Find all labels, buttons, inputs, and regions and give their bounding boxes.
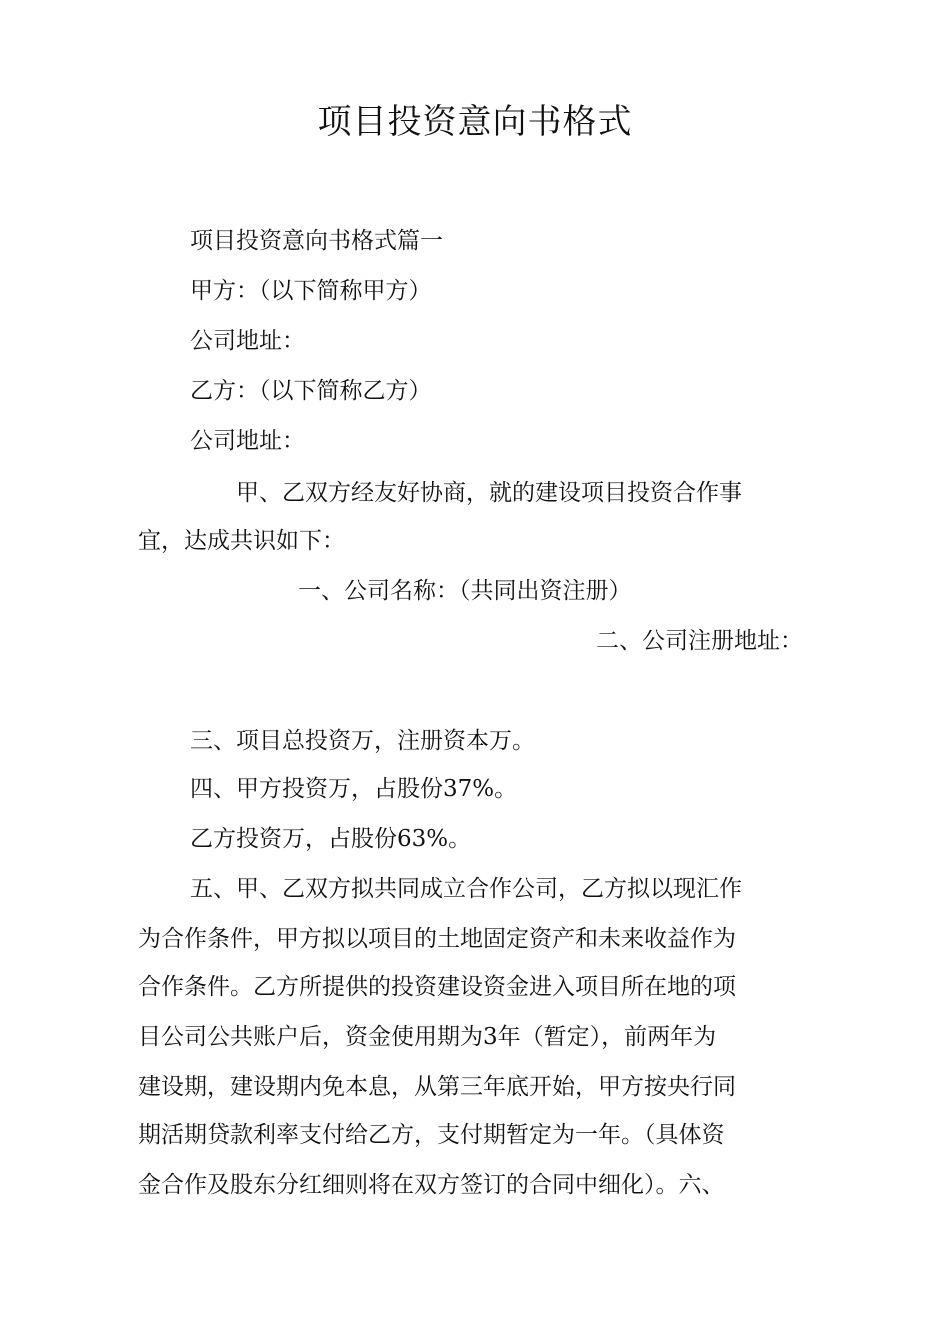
party-b-address-line: 公司地址： [190, 428, 305, 454]
clause-5-line: 建设期，建设期内免本息，从第三年底开始，甲方按央行同 [138, 1074, 736, 1100]
intro-paragraph-line-2: 宜，达成共识如下： [138, 528, 345, 554]
party-b-line: 乙方：（以下简称乙方） [190, 378, 432, 404]
clause-4-party-b-share: 乙方投资万，占股份63%。 [190, 826, 472, 852]
party-a-line: 甲方：（以下简称甲方） [190, 278, 432, 304]
clause-4-party-a-share: 四、甲方投资万，占股份37%。 [190, 776, 518, 802]
clause-3-total-investment: 三、项目总投资万，注册资本万。 [190, 728, 535, 754]
document-title: 项目投资意向书格式 [317, 102, 633, 142]
clause-5-line: 为合作条件，甲方拟以项目的土地固定资产和未来收益作为 [138, 926, 736, 952]
intro-paragraph-line-1: 甲、乙双方经友好协商，就的建设项目投资合作事 [236, 480, 742, 506]
party-a-address-line: 公司地址： [190, 328, 305, 354]
section-heading: 项目投资意向书格式篇一 [190, 228, 443, 254]
clause-5-line: 金合作及股东分红细则将在双方签订的合同中细化）。六、 [138, 1172, 725, 1198]
clause-5-line: 目公司公共账户后，资金使用期为3年（暂定），前两年为 [138, 1024, 717, 1050]
clause-5-line: 期活期贷款利率支付给乙方，支付期暂定为一年。（具体资 [138, 1122, 725, 1148]
clause-5-line: 合作条件。乙方所提供的投资建设资金进入项目所在地的项 [138, 974, 736, 1000]
clause-5-line: 五、甲、乙双方拟共同成立合作公司，乙方拟以现汇作 [190, 876, 742, 902]
clause-1-company-name: 一、公司名称：（共同出资注册） [298, 578, 632, 604]
clause-2-registered-address: 二、公司注册地址： [596, 628, 803, 654]
